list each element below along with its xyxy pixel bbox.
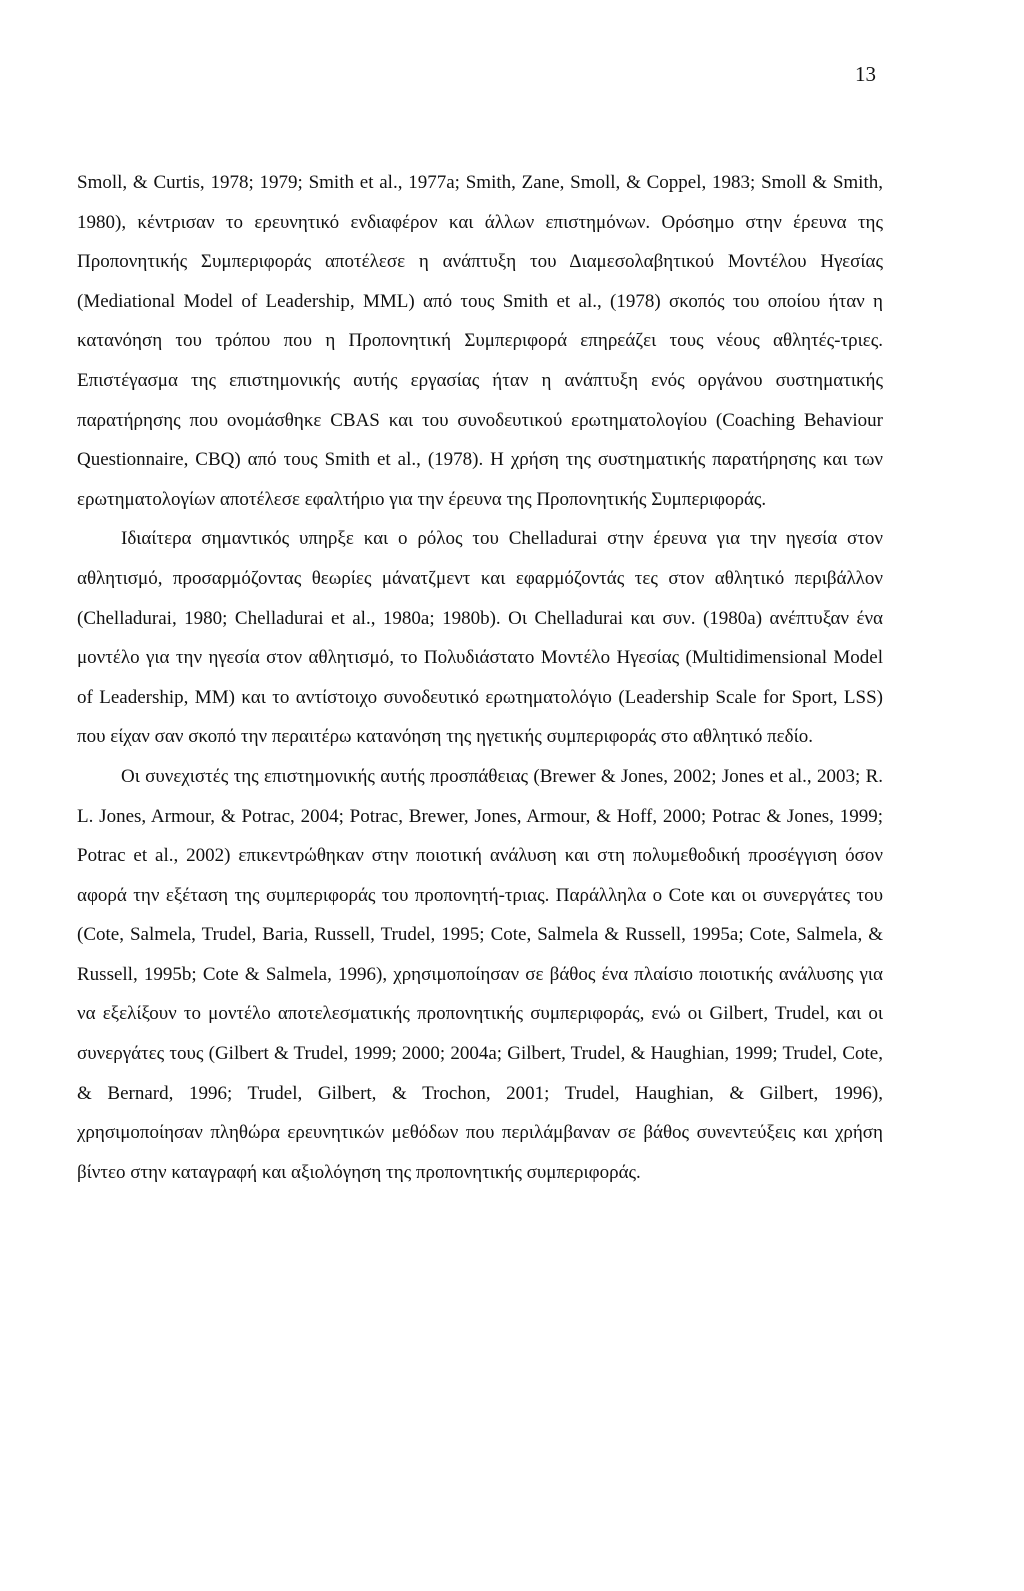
paragraph-1: Smoll, & Curtis, 1978; 1979; Smith et al., 1977a; Smith, Zane, Smoll, & Coppel, 1983; Smoll & Smith, 1980), κέντρισαν το ερευνητικό ενδιαφέρον και άλλων επιστημόνων. Ορόσημο στην έρευνα της Προπονητικής Συμπεριφοράς αποτέλεσε η ανάπτυξη του Διαμεσολαβητικού Μοντέλου Ηγεσίας (Mediational Model of Leadership, MML) από τους Smith et al., (1978) σκοπός του οποίου ήταν η κατανόηση του τρόπου που η Προπονητική Συμπεριφορά επηρεάζει τους νέους αθλητές-τριες. Επιστέγασμα της επιστημονικής αυτής εργασίας ήταν η ανάπτυξη ενός οργάνου συστηματικής παρατήρησης που ονομάσθηκε CBAS και του συνοδευτικού ερωτηματολογίου (Coaching Behaviour Questionnaire, CBQ) από τους Smith et al., (1978). Η χρήση της συστηματικής παρατήρησης και των ερωτηματολογίων αποτέλεσε εφαλτήριο για την έρευνα της Προπονητικής Συμπεριφοράς. <box>77 172 883 510</box>
paragraph-3: Οι συνεχιστές της επιστημονικής αυτής προσπάθειας (Brewer & Jones, 2002; Jones et al., 2003; R. L. Jones, Armour, & Potrac, 2004; Potrac, Brewer, Jones, Armour, & Hoff, 2000; Potrac & Jones, 1999; Potrac et al., 2002) επικεντρώθηκαν στην ποιοτική ανάλυση και στη πολυμεθοδική προσέγγιση όσον αφορά την εξέταση της συμπεριφοράς του προπονητή-τριας. Παράλληλα ο Cote και οι συνεργάτες του (Cote, Salmela, Trudel, Baria, Russell, Trudel, 1995; Cote, Salmela & Russell, 1995a; Cote, Salmela, & Russell, 1995b; Cote & Salmela, 1996), χρησιμοποίησαν σε βάθος ένα πλαίσιο ποιοτικής ανάλυσης για να εξελίξουν το μοντέλο αποτελεσματικής προπονητικής συμπεριφοράς, ενώ οι Gilbert, Trudel, και οι συνεργάτες τους (Gilbert & Trudel, 1999; 2000; 2004a; Gilbert, Trudel, & Haughian, 1999; Trudel, Cote, & Bernard, 1996; Trudel, Gilbert, & Trochon, 2001; Trudel, Haughian, & Gilbert, 1996), χρησιμοποίησαν πληθώρα ερευνητικών μεθόδων που περιλάμβαναν σε βάθος συνεντεύξεις και χρήση βίντεο στην καταγραφή και αξιολόγηση της προπονητικής συμπεριφοράς. <box>77 765 883 1183</box>
page-number: 13 <box>855 62 876 86</box>
paragraph-2: Ιδιαίτερα σημαντικός υπηρξε και ο ρόλος του Chelladurai στην έρευνα για την ηγεσία στον αθλητισμό, προσαρμόζοντας θεωρίες μάνατζμεντ και εφαρμόζοντάς τες στον αθλητικό περιβάλλον (Chelladurai, 1980; Chelladurai et al., 1980a; 1980b). Οι Chelladurai και συν. (1980a) ανέπτυξαν ένα μοντέλο για την ηγεσία στον αθλητισμό, το Πολυδιάστατο Μοντέλο Ηγεσίας (Multidimensional Model of Leadership, MM) και το αντίστοιχο συνοδευτικό ερωτηματολόγιο (Leadership Scale for Sport, LSS) που είχαν σαν σκοπό την περαιτέρω κατανόηση της ηγετικής συμπεριφοράς στο αθλητικό πεδίο. <box>77 528 883 748</box>
body-text <box>77 163 883 1192</box>
